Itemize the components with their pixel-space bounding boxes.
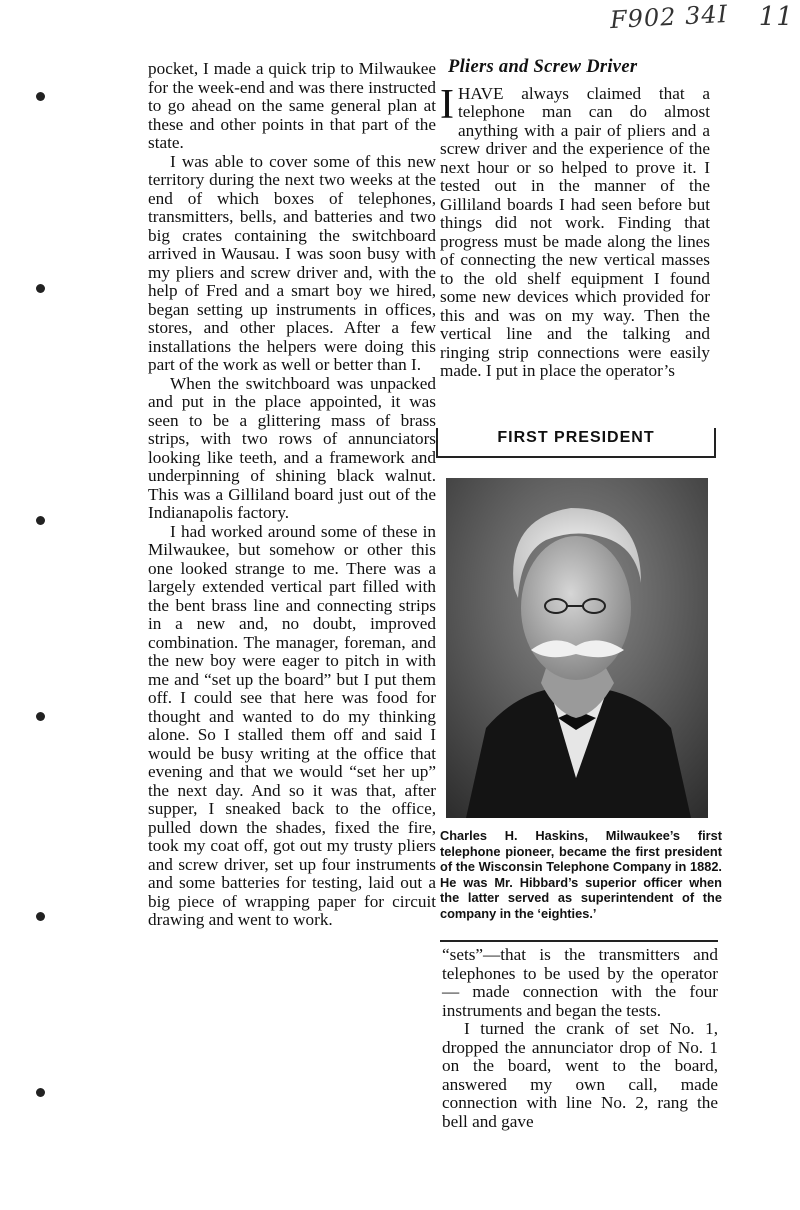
binder-hole-mark bbox=[36, 516, 45, 525]
paragraph: I had worked around some of these in Milwaukee, but somehow or other this one looked strange to me. There was a largely extended vertical part filled with the bent brass line and connecting strips in a new and, no doubt, improved combination. The manager, foreman, and the new boy were eager to pitch in with me and “set up the board” but I put them off. I could see that here was food for thought and wanted to do my thinking alone. So I stalled them off and said I would be busy writing at the office that evening and that we would “set her up” the next day. And so it was that, after supper, I sneaked back to the office, pulled down the shades, fixed the fire, took my coat off, got out my trusty pliers and screw driver, set up four instruments and some batteries for testing, laid out a big piece of wrapping paper for circuit drawing and went to work. bbox=[148, 521, 436, 929]
binder-hole-mark bbox=[36, 712, 45, 721]
paragraph: I turned the crank of set No. 1, dropped the annunciator drop of No. 1 on the board, went to the board, answered my own call, made connection with line No. 2, rang the bell and gave bbox=[442, 1019, 718, 1131]
binder-hole-mark bbox=[36, 284, 45, 293]
archive-mark bbox=[609, 0, 794, 35]
paragraph-text: HAVE always claimed that a telephone man can do almost anything with a pair of pliers and a screw driver and the experience of the next hour or so helped to prove it. I tested out in the manner of the Gilliland boards I had seen before but things did not work. Finding that progress must be made along the lines of connecting the new vertical masses to the old shelf equipment I found some new devices which provided for this and was on my way. Then the vertical line and the talking and ringing strip connections were easily made. I put in place the operator’s bbox=[440, 83, 710, 380]
paragraph: I was able to cover some of this new territory during the next two weeks at the end of which boxes of telephones, transmitters, bells, and batteries and two big crates containing the switchboard arrived in Wausau. I was soon busy with my pliers and screw driver and, with the help of Fred and a smart boy we hired, began setting up instruments in offices, stores, and other places. After a few installations the helpers were doing this part of the work as well or better than I. bbox=[148, 151, 436, 374]
section-heading: Pliers and Screw Driver bbox=[448, 57, 638, 77]
paragraph: pocket, I made a quick trip to Milwaukee for the week-end and was there instructed to go ahead on the same general plan at these and other points in that part of the state. bbox=[148, 59, 436, 152]
page-number: 11 bbox=[758, 2, 794, 32]
left-column bbox=[148, 60, 436, 930]
archive-reference: F902 34I bbox=[609, 0, 729, 35]
binder-hole-mark bbox=[36, 1088, 45, 1097]
right-column bbox=[440, 58, 710, 381]
portrait-photo bbox=[446, 478, 708, 818]
right-column-continued bbox=[442, 946, 718, 1131]
paragraph: “sets”—that is the transmitters and telephones to be used by the operator — made connection with the four instruments and began the tests. bbox=[442, 945, 718, 1020]
binder-hole-mark bbox=[36, 912, 45, 921]
drop-cap: I bbox=[440, 81, 454, 128]
photo-box-title: FIRST PRESIDENT bbox=[436, 428, 716, 458]
binder-hole-mark bbox=[36, 92, 45, 101]
photo-caption: Charles H. Haskins, Milwaukee’s first telephone pioneer, became the first president of the Wisconsin Telephone Company in 1882. He was Mr. Hibbard’s superior officer when the latter served as superintendent of the company in the ‘eighties.’ bbox=[440, 828, 722, 921]
paragraph: When the switchboard was unpacked and put in the place appointed, it was seen to be a glittering mass of brass strips, with two rows of annunciators looking like teeth, and a framework and underpinning of shining black walnut. This was a Gilliland board just out of the Indianapolis factory. bbox=[148, 373, 436, 522]
caption-divider bbox=[440, 940, 718, 942]
paragraph bbox=[440, 81, 710, 381]
